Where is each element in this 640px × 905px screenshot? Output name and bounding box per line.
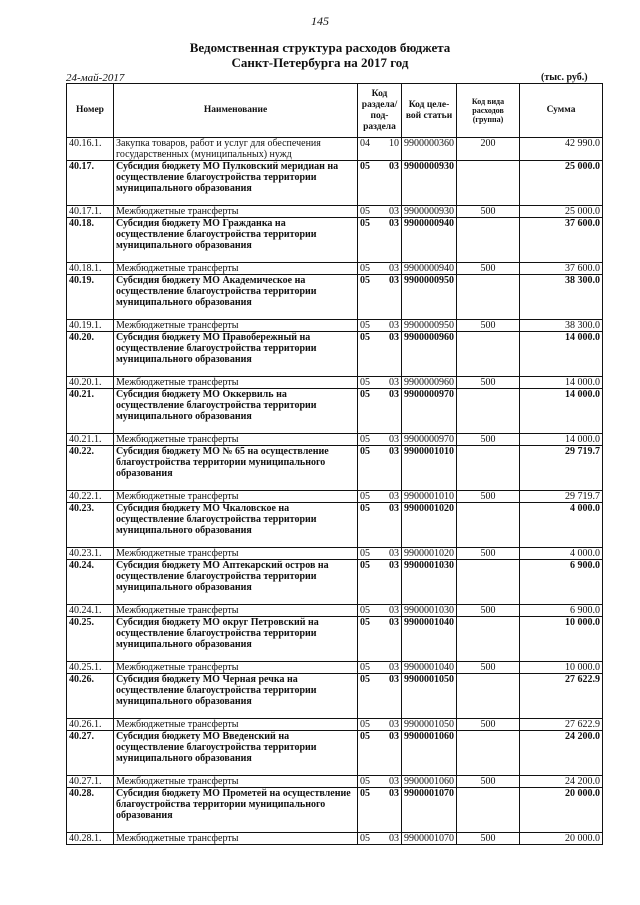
row-number: 40.26.: [67, 674, 114, 719]
row-number: 40.18.1.: [67, 263, 114, 275]
row-expense-kind: 500: [457, 605, 520, 617]
row-section: 05: [358, 833, 379, 845]
row-section: 05: [358, 719, 379, 731]
row-name: Субсидия бюджету МО Прометей на осуществление благоустройства территории муниципального образования: [114, 788, 358, 833]
header-expense-kind: Код вида расходов (группа): [457, 84, 520, 138]
row-subsection: 03: [379, 662, 402, 674]
row-sum: 27 622.9: [520, 674, 603, 719]
row-expense-kind: [457, 332, 520, 377]
row-subsection: 03: [379, 788, 402, 833]
row-sum: 38 300.0: [520, 275, 603, 320]
table-row: [67, 320, 603, 332]
row-expense-kind: 500: [457, 833, 520, 845]
row-section: 05: [358, 206, 379, 218]
row-subsection: 03: [379, 446, 402, 491]
row-section: 05: [358, 161, 379, 206]
table-row: [67, 332, 603, 377]
row-number: 40.27.1.: [67, 776, 114, 788]
row-name: Субсидия бюджету МО округ Петровский на осуществление благоустройства территории муниципального образования: [114, 617, 358, 662]
row-target-code: 9900001030: [402, 605, 457, 617]
row-number: 40.19.: [67, 275, 114, 320]
row-number: 40.27.: [67, 731, 114, 776]
row-section: 05: [358, 788, 379, 833]
row-section: 05: [358, 503, 379, 548]
row-section: 05: [358, 377, 379, 389]
table-row: [67, 788, 603, 833]
row-name: Межбюджетные трансферты: [114, 320, 358, 332]
row-number: 40.24.1.: [67, 605, 114, 617]
row-section: 05: [358, 662, 379, 674]
row-section: 05: [358, 560, 379, 605]
table-row: [67, 206, 603, 218]
row-number: 40.28.: [67, 788, 114, 833]
page-number: 145: [311, 14, 329, 28]
row-target-code: 9900000970: [402, 389, 457, 434]
row-name: Межбюджетные трансферты: [114, 548, 358, 560]
row-name: Межбюджетные трансферты: [114, 434, 358, 446]
row-name: Межбюджетные трансферты: [114, 605, 358, 617]
row-target-code: 9900000960: [402, 377, 457, 389]
row-sum: 29 719.7: [520, 491, 603, 503]
row-section: 05: [358, 731, 379, 776]
row-sum: 24 200.0: [520, 776, 603, 788]
row-number: 40.22.1.: [67, 491, 114, 503]
row-section: 05: [358, 218, 379, 263]
row-subsection: 03: [379, 491, 402, 503]
row-section: 05: [358, 674, 379, 719]
units-label: (тыс. руб.): [541, 72, 588, 83]
row-expense-kind: [457, 674, 520, 719]
row-expense-kind: [457, 275, 520, 320]
row-sum: 42 990.0: [520, 138, 603, 161]
row-sum: 38 300.0: [520, 320, 603, 332]
table-row: [67, 674, 603, 719]
row-target-code: 9900001040: [402, 617, 457, 662]
row-name: Субсидия бюджету МО № 65 на осуществление благоустройства территории муниципального образования: [114, 446, 358, 491]
row-number: 40.23.: [67, 503, 114, 548]
table-row: [67, 548, 603, 560]
row-sum: 4 000.0: [520, 503, 603, 548]
table-row: [67, 161, 603, 206]
table-body: [67, 138, 603, 845]
table-row: [67, 275, 603, 320]
table-row: [67, 138, 603, 161]
row-target-code: 9900001060: [402, 731, 457, 776]
row-section: 05: [358, 605, 379, 617]
row-sum: 4 000.0: [520, 548, 603, 560]
table-row: [67, 719, 603, 731]
row-expense-kind: 200: [457, 138, 520, 161]
row-sum: 14 000.0: [520, 332, 603, 377]
row-name: Межбюджетные трансферты: [114, 833, 358, 845]
row-sum: 24 200.0: [520, 731, 603, 776]
row-name: Межбюджетные трансферты: [114, 263, 358, 275]
row-number: 40.21.: [67, 389, 114, 434]
header-sum: Сумма: [520, 84, 603, 138]
row-target-code: 9900001010: [402, 446, 457, 491]
table-row: [67, 776, 603, 788]
row-subsection: 03: [379, 377, 402, 389]
row-name: Субсидия бюджету МО Черная речка на осуществление благоустройства территории муниципального образования: [114, 674, 358, 719]
header-target-code: Код целе- вой статьи: [402, 84, 457, 138]
row-subsection: 03: [379, 389, 402, 434]
row-sum: 25 000.0: [520, 161, 603, 206]
row-number: 40.24.: [67, 560, 114, 605]
row-target-code: 9900000950: [402, 275, 457, 320]
table-row: [67, 731, 603, 776]
row-expense-kind: 500: [457, 434, 520, 446]
row-section: 05: [358, 389, 379, 434]
row-number: 40.20.1.: [67, 377, 114, 389]
table-row: [67, 605, 603, 617]
row-number: 40.17.1.: [67, 206, 114, 218]
row-target-code: 9900000970: [402, 434, 457, 446]
row-expense-kind: [457, 161, 520, 206]
budget-table: [66, 83, 603, 845]
row-expense-kind: 500: [457, 263, 520, 275]
row-name: Субсидия бюджету МО Пулковский меридиан на осуществление благоустройства территории муниципального образования: [114, 161, 358, 206]
row-target-code: 9900001070: [402, 788, 457, 833]
row-sum: 29 719.7: [520, 446, 603, 491]
row-sum: 25 000.0: [520, 206, 603, 218]
row-number: 40.28.1.: [67, 833, 114, 845]
header-section-code: Код раздела/ под- раздела: [358, 84, 402, 138]
row-sum: 14 000.0: [520, 389, 603, 434]
row-target-code: 9900000940: [402, 263, 457, 275]
row-subsection: 03: [379, 776, 402, 788]
row-name: Межбюджетные трансферты: [114, 206, 358, 218]
row-sum: 6 900.0: [520, 605, 603, 617]
row-number: 40.22.: [67, 446, 114, 491]
row-name: Субсидия бюджету МО Введенский на осуществление благоустройства территории муниципального образования: [114, 731, 358, 776]
table-row: [67, 617, 603, 662]
row-name: Субсидия бюджету МО Чкаловское на осуществление благоустройства территории муниципального образования: [114, 503, 358, 548]
row-section: 05: [358, 617, 379, 662]
row-sum: 6 900.0: [520, 560, 603, 605]
row-target-code: 9900000930: [402, 161, 457, 206]
row-section: 05: [358, 491, 379, 503]
row-section: 05: [358, 320, 379, 332]
row-target-code: 9900000960: [402, 332, 457, 377]
row-subsection: 03: [379, 560, 402, 605]
table-row: [67, 389, 603, 434]
row-subsection: 03: [379, 332, 402, 377]
row-name: Межбюджетные трансферты: [114, 491, 358, 503]
row-number: 40.23.1.: [67, 548, 114, 560]
row-target-code: 9900001010: [402, 491, 457, 503]
row-target-code: 9900001070: [402, 833, 457, 845]
row-subsection: 03: [379, 503, 402, 548]
row-sum: 27 622.9: [520, 719, 603, 731]
row-section: 05: [358, 548, 379, 560]
row-target-code: 9900000940: [402, 218, 457, 263]
row-number: 40.21.1.: [67, 434, 114, 446]
row-name: Субсидия бюджету МО Гражданка на осуществление благоустройства территории муниципального образования: [114, 218, 358, 263]
title-line-1: Ведомственная структура расходов бюджета: [189, 40, 451, 55]
row-expense-kind: [457, 617, 520, 662]
row-section: 05: [358, 434, 379, 446]
row-subsection: 03: [379, 674, 402, 719]
row-target-code: 9900000950: [402, 320, 457, 332]
row-expense-kind: 500: [457, 320, 520, 332]
row-sum: 14 000.0: [520, 434, 603, 446]
row-expense-kind: [457, 503, 520, 548]
row-expense-kind: [457, 446, 520, 491]
row-subsection: 03: [379, 161, 402, 206]
row-subsection: 03: [379, 218, 402, 263]
row-expense-kind: 500: [457, 719, 520, 731]
row-number: 40.17.: [67, 161, 114, 206]
table-header-row: [67, 84, 603, 138]
row-target-code: 9900001050: [402, 719, 457, 731]
row-sum: 14 000.0: [520, 377, 603, 389]
row-number: 40.18.: [67, 218, 114, 263]
table-row: [67, 833, 603, 845]
title-line-2: Санкт-Петербурга на 2017 год: [231, 55, 409, 70]
row-subsection: 10: [379, 138, 402, 161]
row-name: Субсидия бюджету МО Академическое на осуществление благоустройства территории муниципального образования: [114, 275, 358, 320]
row-target-code: 9900001040: [402, 662, 457, 674]
row-subsection: 03: [379, 434, 402, 446]
row-number: 40.16.1.: [67, 138, 114, 161]
table-row: [67, 218, 603, 263]
table-row: [67, 446, 603, 491]
row-expense-kind: [457, 731, 520, 776]
row-section: 05: [358, 263, 379, 275]
row-target-code: 9900001050: [402, 674, 457, 719]
table-row: [67, 377, 603, 389]
row-sum: 20 000.0: [520, 788, 603, 833]
row-section: 05: [358, 332, 379, 377]
row-target-code: 9900001030: [402, 560, 457, 605]
document-date: 24-май-2017: [66, 72, 125, 84]
row-expense-kind: [457, 389, 520, 434]
row-section: 05: [358, 776, 379, 788]
row-target-code: 9900000930: [402, 206, 457, 218]
header-name: Наименование: [114, 84, 358, 138]
row-target-code: 9900000360: [402, 138, 457, 161]
row-subsection: 03: [379, 731, 402, 776]
row-sum: 37 600.0: [520, 218, 603, 263]
row-name: Межбюджетные трансферты: [114, 377, 358, 389]
table-row: [67, 503, 603, 548]
row-section: 05: [358, 275, 379, 320]
table-row: [67, 491, 603, 503]
row-name: Субсидия бюджету МО Аптекарский остров на осуществление благоустройства территории муниципального образования: [114, 560, 358, 605]
row-number: 40.25.1.: [67, 662, 114, 674]
header-number: Номер: [67, 84, 114, 138]
row-expense-kind: 500: [457, 377, 520, 389]
row-expense-kind: [457, 218, 520, 263]
row-subsection: 03: [379, 263, 402, 275]
row-subsection: 03: [379, 833, 402, 845]
row-subsection: 03: [379, 206, 402, 218]
row-sum: 10 000.0: [520, 662, 603, 674]
table-row: [67, 662, 603, 674]
row-sum: 20 000.0: [520, 833, 603, 845]
row-subsection: 03: [379, 605, 402, 617]
row-section: 05: [358, 446, 379, 491]
row-subsection: 03: [379, 719, 402, 731]
row-expense-kind: 500: [457, 776, 520, 788]
row-expense-kind: [457, 788, 520, 833]
row-target-code: 9900001020: [402, 548, 457, 560]
row-subsection: 03: [379, 617, 402, 662]
row-expense-kind: [457, 560, 520, 605]
row-number: 40.20.: [67, 332, 114, 377]
row-name: Закупка товаров, работ и услуг для обеспечения государственных (муниципальных) нужд: [114, 138, 358, 161]
row-subsection: 03: [379, 320, 402, 332]
row-expense-kind: 500: [457, 491, 520, 503]
row-subsection: 03: [379, 275, 402, 320]
row-name: Межбюджетные трансферты: [114, 719, 358, 731]
row-subsection: 03: [379, 548, 402, 560]
row-sum: 37 600.0: [520, 263, 603, 275]
table-row: [67, 560, 603, 605]
row-number: 40.26.1.: [67, 719, 114, 731]
row-expense-kind: 500: [457, 662, 520, 674]
row-name: Субсидия бюджету МО Правобережный на осуществление благоустройства территории муниципального образования: [114, 332, 358, 377]
row-name: Субсидия бюджету МО Оккервиль на осуществление благоустройства территории муниципального образования: [114, 389, 358, 434]
row-number: 40.19.1.: [67, 320, 114, 332]
row-target-code: 9900001020: [402, 503, 457, 548]
document-title: [0, 40, 640, 70]
row-name: Межбюджетные трансферты: [114, 776, 358, 788]
table-row: [67, 434, 603, 446]
row-number: 40.25.: [67, 617, 114, 662]
row-name: Межбюджетные трансферты: [114, 662, 358, 674]
row-expense-kind: 500: [457, 548, 520, 560]
row-expense-kind: 500: [457, 206, 520, 218]
row-target-code: 9900001060: [402, 776, 457, 788]
row-sum: 10 000.0: [520, 617, 603, 662]
row-section: 04: [358, 138, 379, 161]
table-row: [67, 263, 603, 275]
